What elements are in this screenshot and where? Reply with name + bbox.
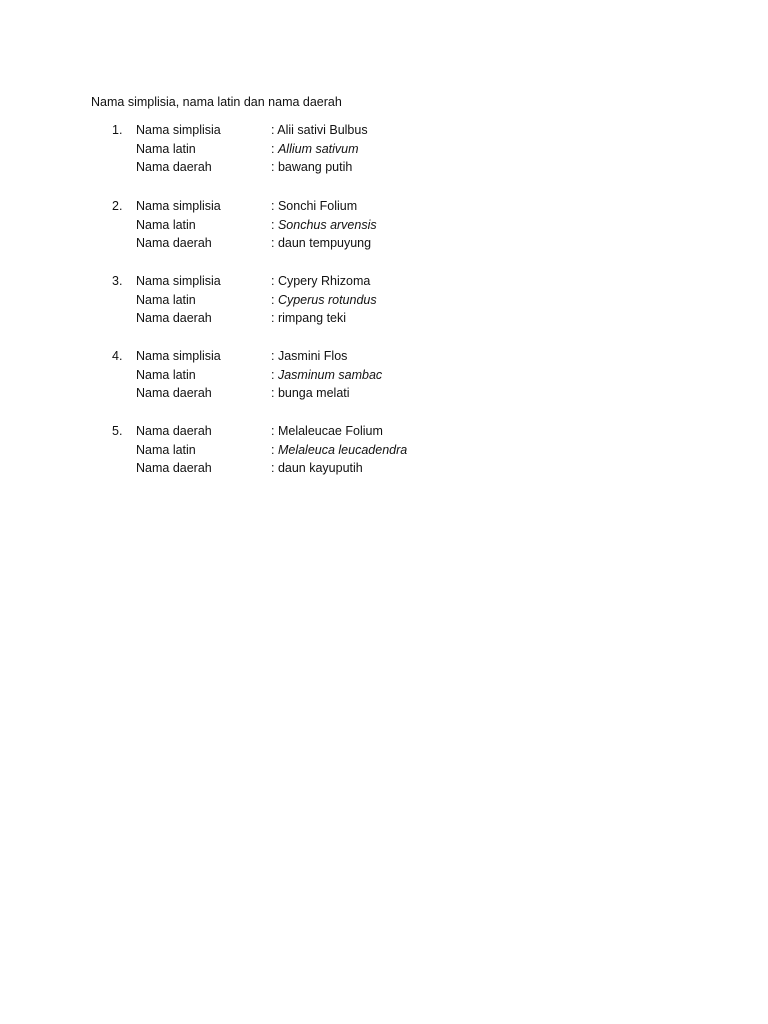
row-colon: : — [271, 349, 278, 363]
row-label: Nama daerah — [136, 311, 212, 326]
row-label: Nama daerah — [136, 386, 212, 401]
row-value-field — [271, 272, 370, 291]
row-value-field — [271, 197, 357, 216]
row-value-field — [271, 422, 383, 441]
row-colon: : — [271, 160, 278, 175]
row-label: Nama latin — [136, 292, 196, 307]
row-label: Nama simplisia — [136, 349, 221, 363]
list-item — [0, 121, 600, 181]
row-colon: : — [271, 292, 278, 307]
row-colon: : — [271, 274, 278, 288]
row-colon: : — [271, 236, 278, 251]
row-value: Melaleuca leucadendra — [277, 442, 408, 457]
row-colon: : — [271, 217, 278, 232]
row-label: Nama latin — [136, 217, 196, 232]
entry-number: 4. — [112, 349, 123, 363]
row-value: Cyperus rotundus — [277, 292, 377, 307]
row-label: Nama daerah — [136, 424, 212, 438]
row-value: Melaleucae Folium — [277, 424, 383, 438]
row-value: bunga melati — [277, 386, 350, 401]
row-colon: : — [271, 123, 278, 137]
row-label: Nama latin — [136, 442, 196, 457]
row-value-field — [271, 309, 346, 328]
row-value-field — [271, 366, 382, 385]
row-colon: : — [271, 141, 278, 156]
row-value-field — [271, 384, 350, 403]
row-value: Cypery Rhizoma — [277, 274, 371, 288]
entry-number: 3. — [112, 274, 123, 288]
row-label: Nama simplisia — [136, 199, 221, 213]
row-colon: : — [271, 424, 278, 438]
row-label: Nama latin — [136, 367, 196, 382]
row-value: daun tempuyung — [277, 236, 372, 251]
row-value: bawang putih — [277, 160, 353, 175]
row-value: Jasmini Flos — [277, 349, 348, 363]
row-value: rimpang teki — [277, 311, 347, 326]
row-colon: : — [271, 386, 278, 401]
row-label: Nama latin — [136, 141, 196, 156]
row-colon: : — [271, 367, 278, 382]
list-item — [0, 347, 600, 407]
row-label: Nama simplisia — [136, 274, 221, 288]
row-value-field — [271, 216, 377, 235]
row-value-field — [271, 158, 352, 177]
row-label: Nama daerah — [136, 461, 212, 476]
row-value: Jasminum sambac — [277, 367, 383, 382]
row-colon: : — [271, 199, 278, 213]
list-item — [0, 197, 600, 257]
entry-number: 1. — [112, 123, 123, 137]
row-value-field — [271, 459, 363, 478]
row-label: Nama daerah — [136, 236, 212, 251]
row-value: Alii sativi Bulbus — [277, 123, 368, 137]
list-item — [0, 272, 600, 332]
row-value-field — [271, 121, 368, 140]
row-value-field — [271, 291, 377, 310]
row-colon: : — [271, 442, 278, 457]
list-item — [0, 422, 600, 482]
row-value-field — [271, 234, 371, 253]
row-colon: : — [271, 311, 278, 326]
page-heading: Nama simplisia, nama latin dan nama daerah — [91, 95, 342, 109]
row-label: Nama simplisia — [136, 123, 221, 137]
row-value: daun kayuputih — [277, 461, 363, 476]
row-value: Allium sativum — [277, 141, 359, 156]
row-value: Sonchus arvensis — [277, 217, 377, 232]
row-colon: : — [271, 461, 278, 476]
row-value: Sonchi Folium — [277, 199, 358, 213]
entry-number: 2. — [112, 199, 123, 213]
row-value-field — [271, 441, 407, 460]
entry-number: 5. — [112, 424, 123, 438]
row-value-field — [271, 140, 359, 159]
row-label: Nama daerah — [136, 160, 212, 175]
row-value-field — [271, 347, 347, 366]
